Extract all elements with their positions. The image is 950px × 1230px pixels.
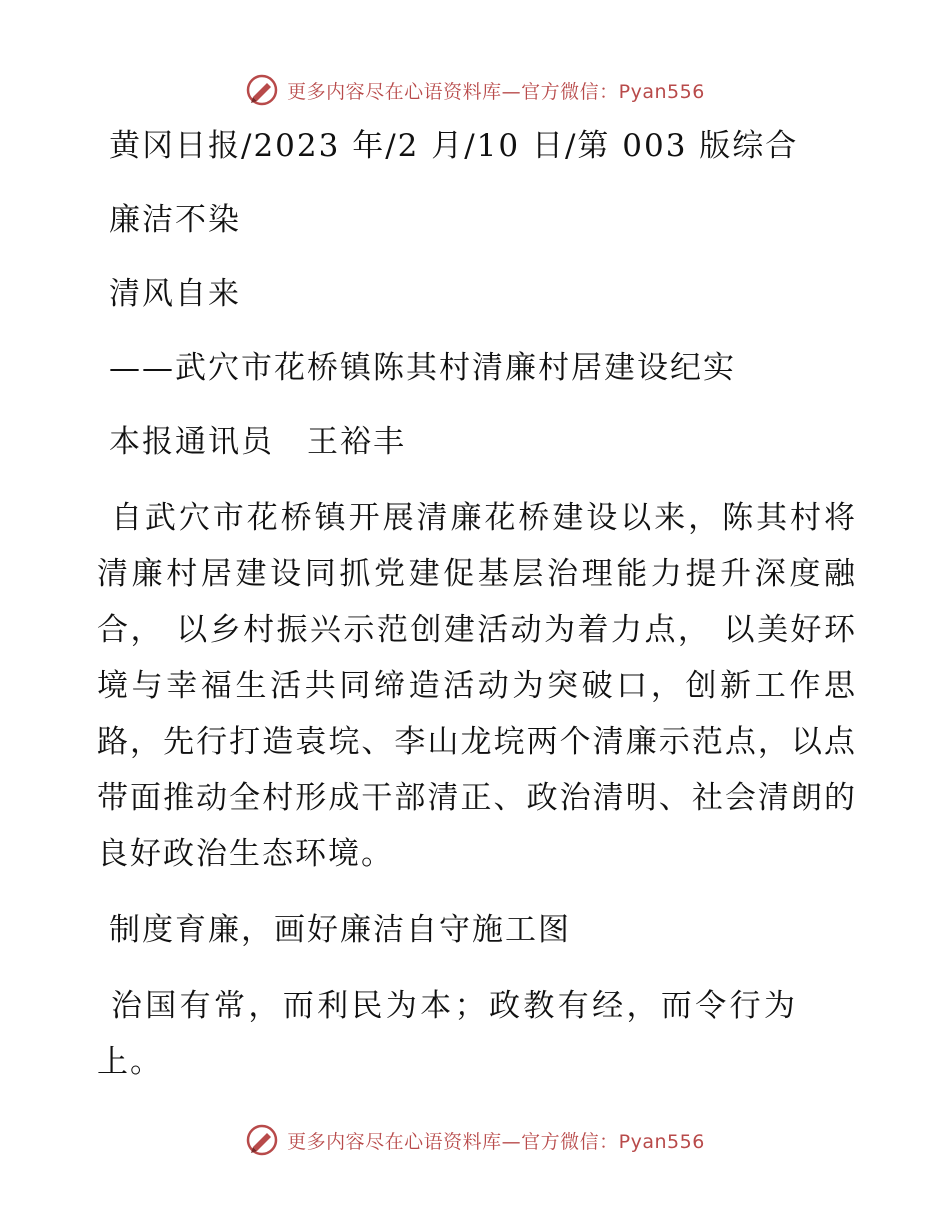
watermark-top	[0, 70, 950, 110]
watermark-bottom	[0, 1120, 950, 1160]
watermark-text: 更多内容尽在心语资料库—官方微信：Pyan556	[287, 1130, 705, 1153]
title-line-1: 廉洁不染	[109, 202, 241, 238]
watermark-text: 更多内容尽在心语资料库—官方微信：Pyan556	[287, 80, 705, 103]
pen-emblem-icon	[245, 73, 279, 107]
pen-emblem-icon	[245, 1123, 279, 1157]
subtitle: ——武穴市花桥镇陈其村清廉村居建设纪实	[109, 350, 736, 386]
paragraph-2: 治国有常，而利民为本；政教有经，而令行为上。	[97, 988, 797, 1080]
byline: 本报通讯员 王裕丰	[109, 424, 406, 460]
title-line-2: 清风自来	[109, 276, 241, 312]
paragraph-1: 自武穴市花桥镇开展清廉花桥建设以来，陈其村将清廉村居建设同抓党建促基层治理能力提升深度融合， 以乡村振兴示范创建活动为着力点， 以美好环境与幸福生活共同缔造活动为突破口，创新工作思路，先行打造袁垸、李山龙垸两个清廉示范点，以点带面推动全村形成干部清正、政治清明、社会清朗的良好政治生态环境。	[97, 500, 857, 872]
article	[97, 120, 857, 1090]
section-heading: 制度育廉，画好廉洁自守施工图	[109, 912, 571, 948]
source-line: 黄冈日报/2023 年/2 月/10 日/第 003 版综合	[109, 128, 799, 164]
